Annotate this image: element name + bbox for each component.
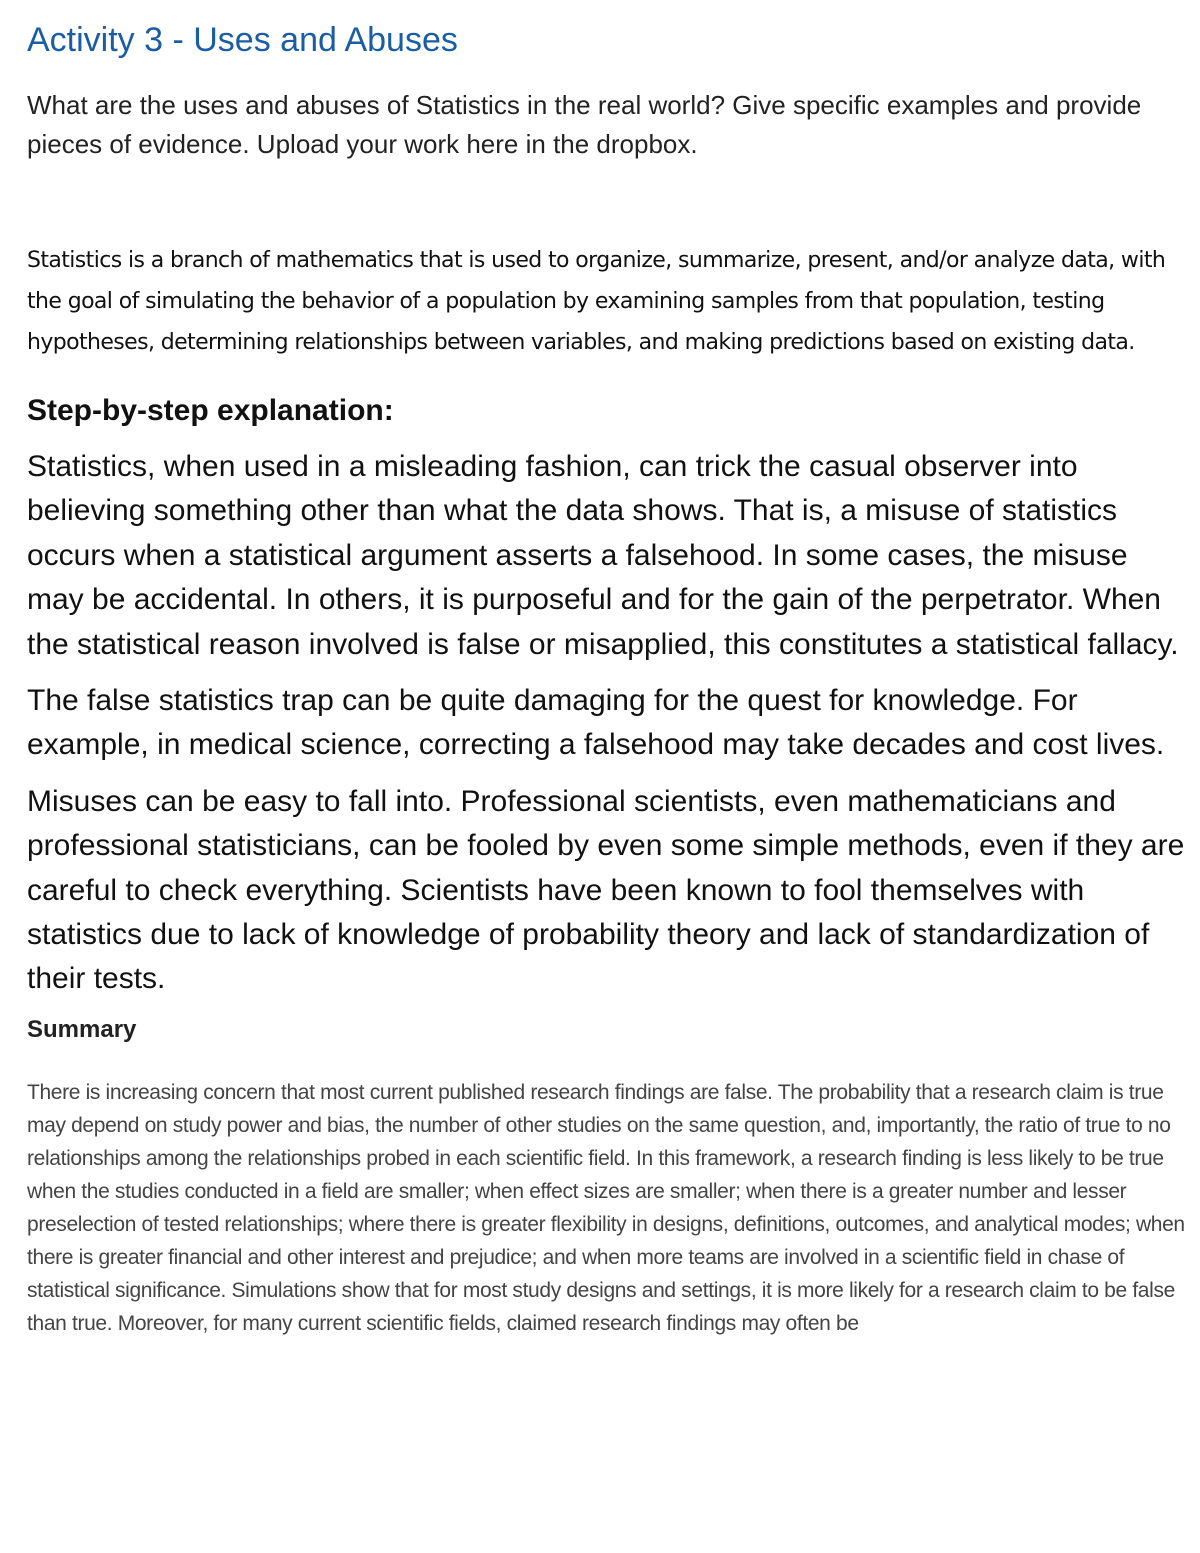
explanation-paragraph: Misuses can be easy to fall into. Professional scientists, even mathematicians and professional statisticians, can be fooled by even some simple methods, even if they are careful to check everything. Scientists have been known to fool themselves with statistics due to lack of knowledge of probability theory and lack of standardization of their tests. — [27, 784, 1185, 996]
page-title: Activity 3 - Uses and Abuses — [27, 21, 458, 59]
explanation-paragraph: The false statistics trap can be quite damaging for the quest for knowledge. For example, in medical science, correcting a falsehood may take decades and cost lives. — [27, 684, 1165, 762]
step-by-step-heading: Step-by-step explanation: — [27, 394, 394, 427]
summary-text: There is increasing concern that most current published research findings are false. The probability that a research claim is true may depend on study power and bias, the number of other studies on the same question, and, importantly, the ratio of true to no relationships among the relationships probed in each scientific field. In this framework, a research finding is less likely to be true when the studies conducted in a field are smaller; when effect sizes are smaller; when there is a greater number and lesser preselection of tested relationships; where there is greater flexibility in designs, definitions, outcomes, and analytical modes; when there is greater financial and other interest and prejudice; and when more teams are involved in a scientific field in chase of statistical significance. Simulations show that for most study designs and settings, it is more likely for a research claim to be false than true. Moreover, for many current scientific fields, claimed research findings may often be — [27, 1080, 1185, 1335]
activity-prompt: What are the uses and abuses of Statistics in the real world? Give specific examples and provide pieces of evidence. Upload your work here in the dropbox. — [27, 90, 1142, 159]
statistics-definition: Statistics is a branch of mathematics that is used to organize, summarize, present, and/or analyze data, with the goal of simulating the behavior of a population by examining samples from that population, testing hypotheses, determining relationships between variables, and making predictions based on existing data. — [27, 248, 1166, 355]
summary-heading: Summary — [27, 1015, 137, 1043]
document-page — [27, 16, 1187, 1340]
explanation-paragraph: Statistics, when used in a misleading fashion, can trick the casual observer into believing something other than what the data shows. That is, a misuse of statistics occurs when a statistical argument asserts a falsehood. In some cases, the misuse may be accidental. In others, it is purposeful and for the gain of the perpetrator. When the statistical reason involved is false or misapplied, this constitutes a statistical fallacy. — [27, 450, 1179, 661]
